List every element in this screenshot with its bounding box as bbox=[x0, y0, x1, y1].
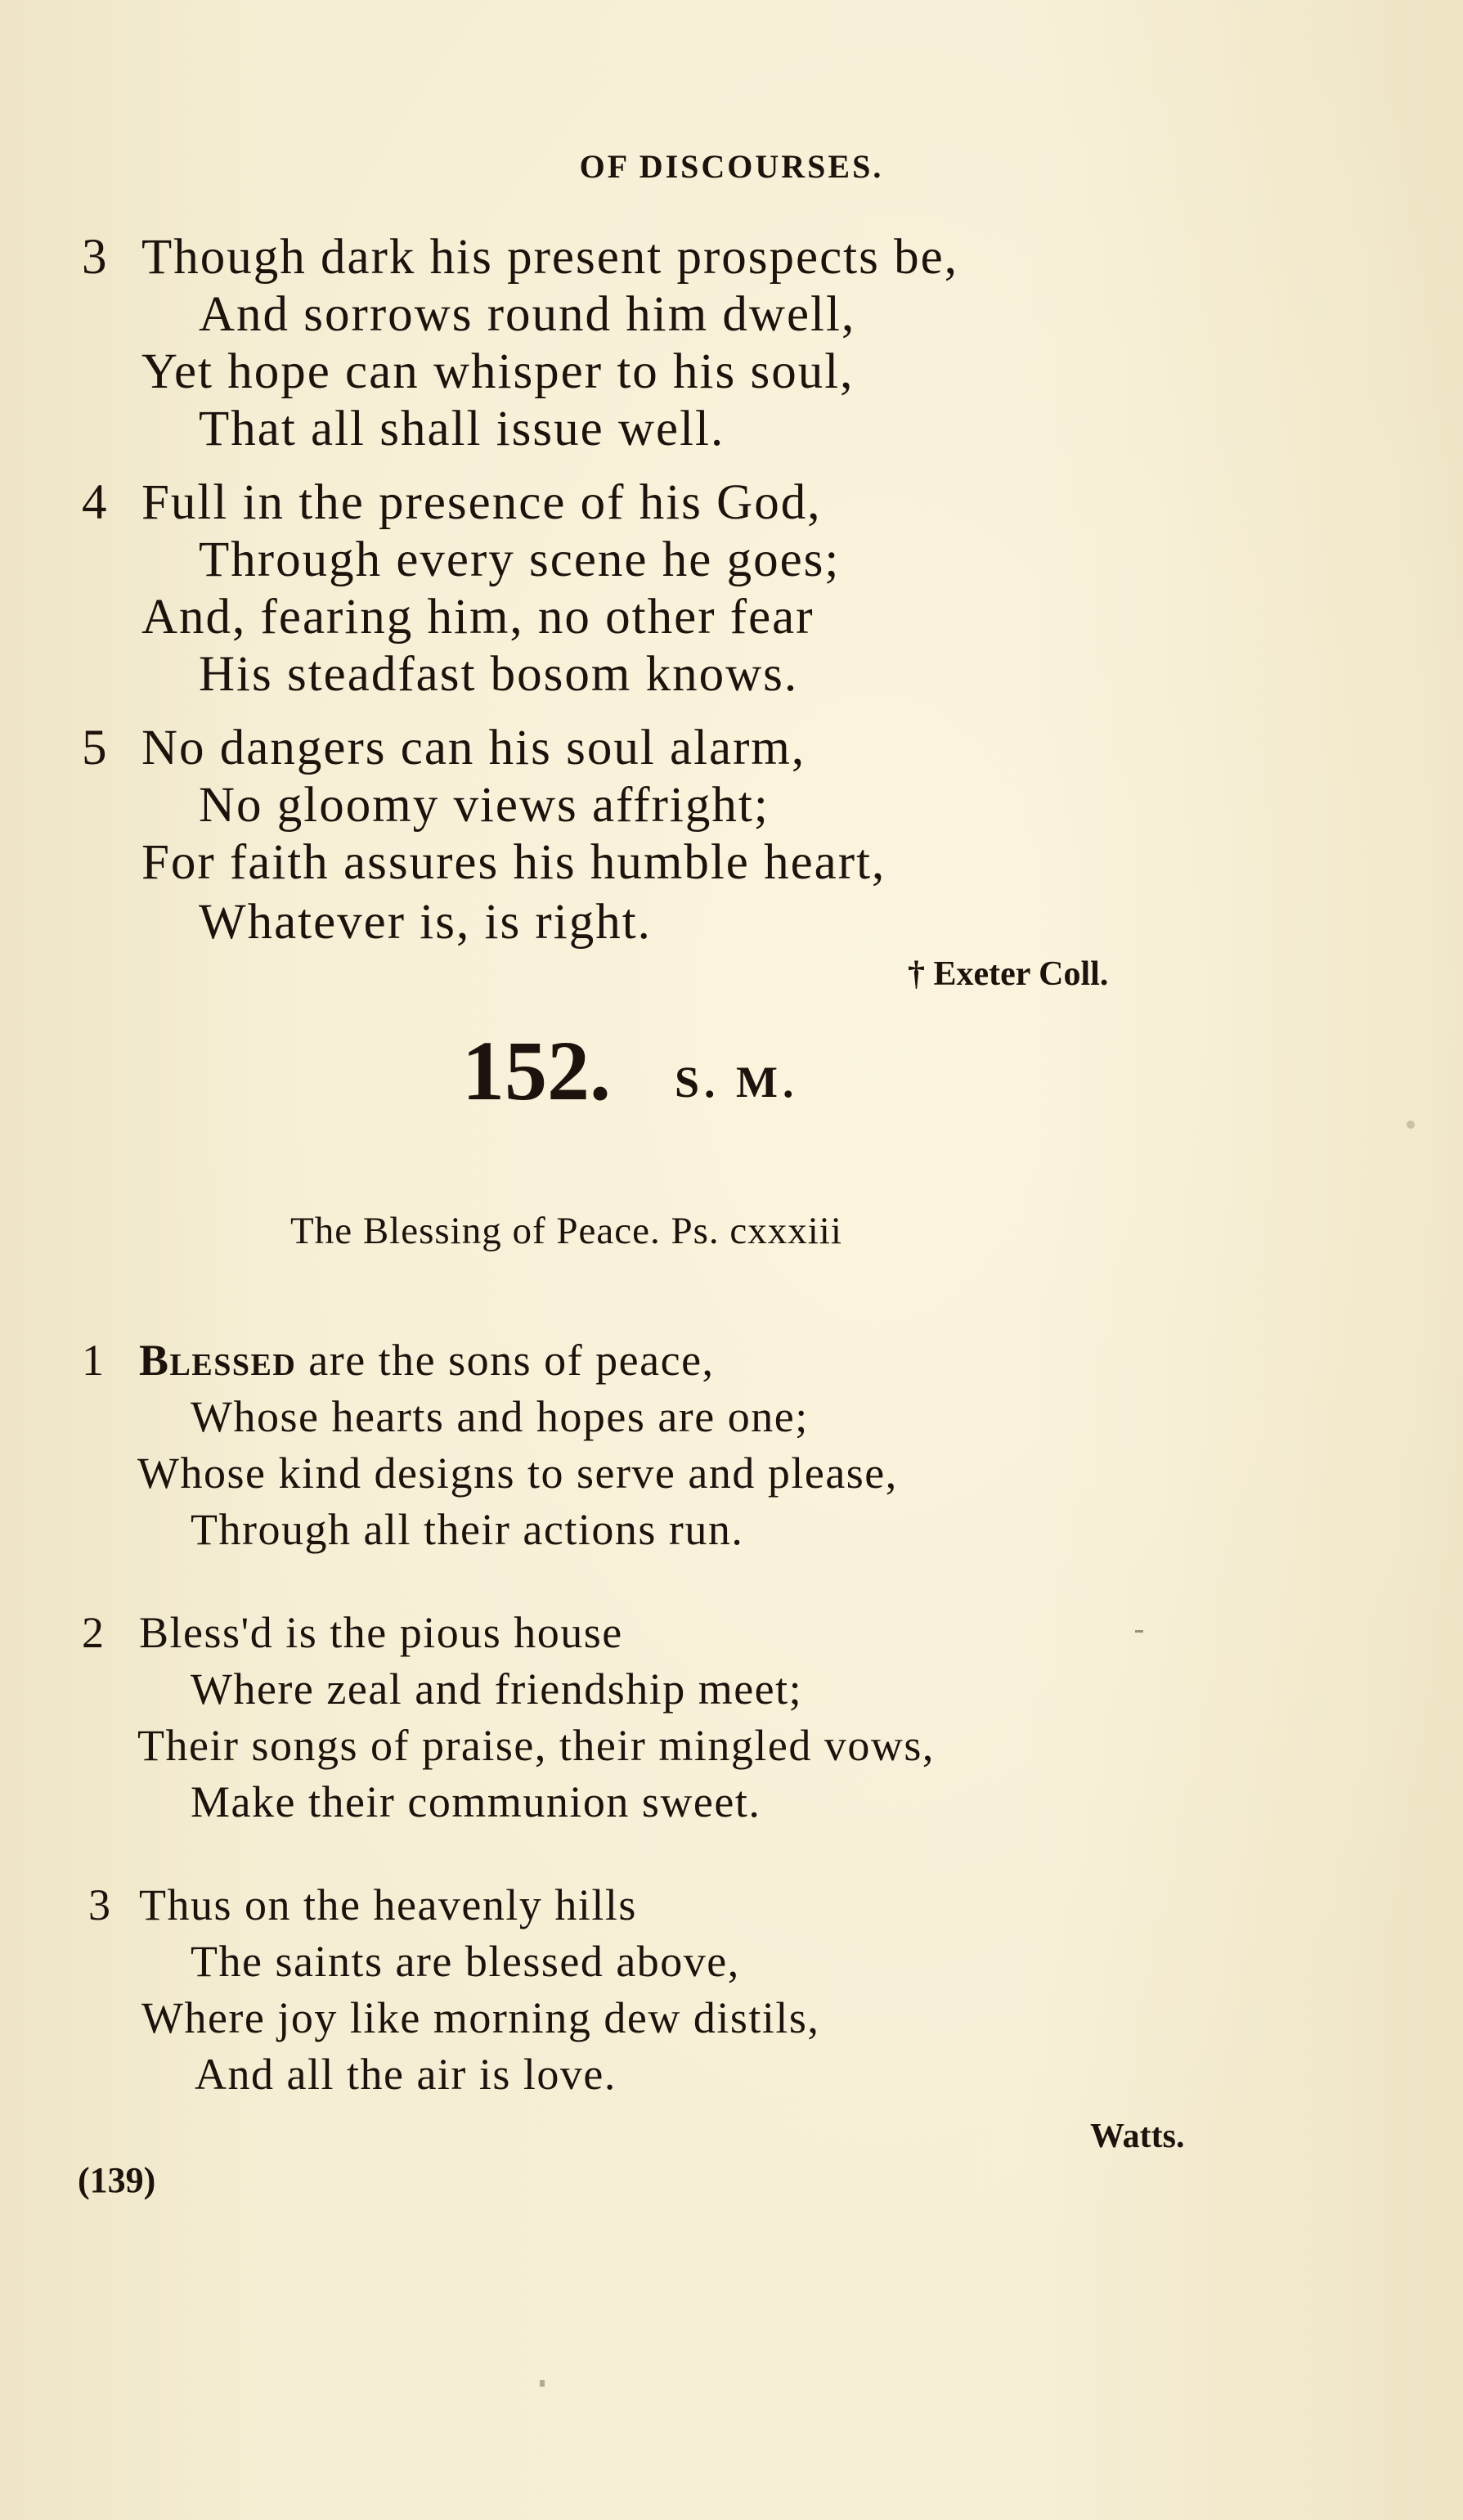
verse-line-rest: are the sons of peace, bbox=[296, 1336, 715, 1385]
verse-line: Where zeal and friendship meet; bbox=[191, 1664, 803, 1714]
verse-line: Whatever is, is right. bbox=[199, 895, 652, 950]
hymn-subtitle: The Blessing of Peace. Ps. cxxxiii bbox=[290, 1210, 842, 1252]
verse-line: Yet hope can whisper to his soul, bbox=[141, 344, 855, 399]
verse-line: Whose hearts and hopes are one; bbox=[191, 1392, 809, 1441]
running-head: OF DISCOURSES. bbox=[579, 148, 884, 185]
hymn-meter: S. M. bbox=[675, 1058, 799, 1107]
attribution: † Exeter Coll. bbox=[908, 955, 1109, 993]
verse-line: Full in the presence of his God, bbox=[141, 475, 822, 530]
verse-line: And all the air is love. bbox=[195, 2050, 617, 2099]
stanza-number: 2 bbox=[82, 1608, 105, 1657]
attribution: Watts. bbox=[1090, 2118, 1185, 2155]
stanza-number: 5 bbox=[82, 721, 109, 775]
verse-line: Whose kind designs to serve and please, bbox=[137, 1449, 898, 1498]
paper-mark bbox=[540, 2380, 545, 2387]
paper-spot bbox=[1407, 1121, 1415, 1129]
verse-line: Make their communion sweet. bbox=[191, 1777, 761, 1826]
verse-line: Though dark his present prospects be, bbox=[141, 230, 958, 285]
initial-word: Blessed bbox=[139, 1336, 297, 1385]
hymn-number: 152. bbox=[462, 1024, 611, 1118]
verse-line: No gloomy views affright; bbox=[199, 778, 770, 833]
stanza-number: 3 bbox=[88, 1880, 112, 1929]
verse-line: Bless'd is the pious house bbox=[139, 1608, 623, 1657]
stanza-number: 1 bbox=[82, 1336, 105, 1385]
verse-line: For faith assures his humble heart, bbox=[141, 835, 886, 890]
paper-mark bbox=[1135, 1630, 1143, 1633]
verse-line: And, fearing him, no other fear bbox=[141, 590, 815, 645]
verse-line: Through every scene he goes; bbox=[199, 532, 841, 587]
verse-line bbox=[139, 1335, 715, 1386]
verse-line: Their songs of praise, their mingled vows, bbox=[137, 1721, 935, 1770]
verse-line: Thus on the heavenly hills bbox=[139, 1880, 637, 1929]
verse-line: His steadfast bosom knows. bbox=[199, 647, 799, 702]
verse-line: That all shall issue well. bbox=[199, 402, 725, 456]
verse-line: And sorrows round him dwell, bbox=[199, 287, 856, 342]
verse-line: The saints are blessed above, bbox=[191, 1937, 740, 1986]
page-number: (139) bbox=[78, 2160, 156, 2200]
verse-line: Where joy like morning dew distils, bbox=[141, 1993, 820, 2042]
stanza-number: 3 bbox=[82, 230, 109, 285]
stanza-number: 4 bbox=[82, 475, 109, 530]
verse-line: Through all their actions run. bbox=[191, 1505, 744, 1554]
verse-line: No dangers can his soul alarm, bbox=[141, 721, 806, 775]
